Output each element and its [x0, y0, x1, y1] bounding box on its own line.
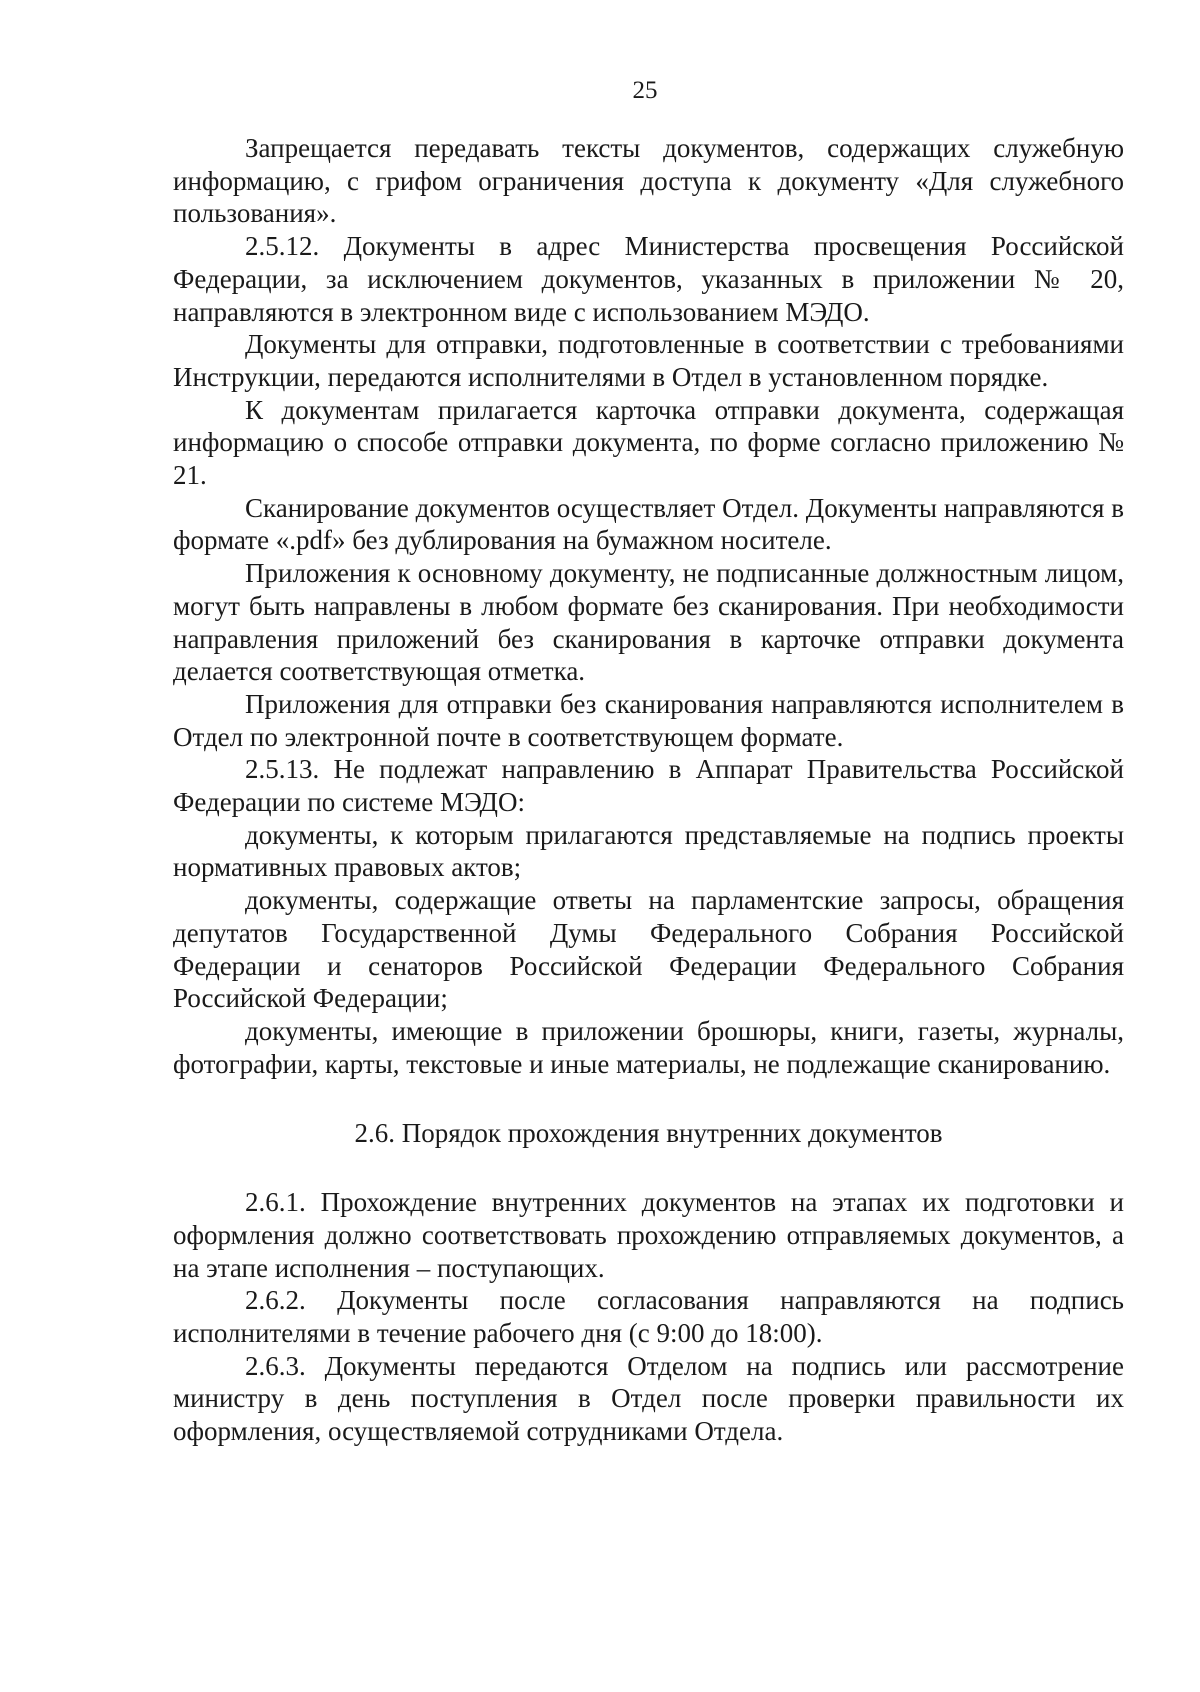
- paragraph: Документы для отправки, подготовленные в соответствии с требованиями Инструкции, передаются исполнителями в Отдел в установленном порядке.: [173, 329, 1124, 392]
- paragraph: Сканирование документов осуществляет Отдел. Документы направляются в формате «.pdf» без дублирования на бумажном носителе.: [173, 492, 1124, 556]
- paragraph: документы, к которым прилагаются представляемые на подпись проекты нормативных правовых актов;: [173, 819, 1124, 883]
- paragraph: документы, имеющие в приложении брошюры, книги, газеты, журналы, фотографии, карты, текстовые и иные материалы, не подлежащие сканированию.: [173, 1015, 1124, 1079]
- paragraph: Приложения к основному документу, не подписанные должностным лицом, могут быть направлены в любом формате без сканирования. При необходимости направления приложений без сканирования в карточке отправки документа делается соответствующая отметка.: [173, 558, 1124, 687]
- document-body: [173, 132, 1124, 1448]
- paragraph: 2.6.3. Документы передаются Отделом на подпись или рассмотрение министру в день поступления в Отдел после проверки правильности их оформления, осуществляемой сотрудниками Отдела.: [173, 1350, 1124, 1447]
- paragraph: Приложения для отправки без сканирования направляются исполнителем в Отдел по электронной почте в соответствующем формате.: [173, 688, 1124, 752]
- paragraph: 2.6.1. Прохождение внутренних документов на этапах их подготовки и оформления должно соответствовать прохождению отправляемых документов, а на этапе исполнения – поступающих.: [173, 1187, 1124, 1283]
- paragraph: 2.6.2. Документы после согласования направляются на подпись исполнителями в течение рабочего дня (с 9:00 до 18:00).: [173, 1285, 1124, 1348]
- section-heading: 2.6. Порядок прохождения внутренних документов: [354, 1118, 943, 1149]
- page-number: 25: [632, 77, 658, 104]
- paragraph: 2.5.13. Не подлежат направлению в Аппарат Правительства Российской Федерации по системе МЭДО:: [173, 754, 1124, 818]
- paragraph: К документам прилагается карточка отправки документа, содержащая информацию о способе отправки документа, по форме согласно приложению № 21.: [173, 394, 1124, 491]
- paragraph: документы, содержащие ответы на парламентские запросы, обращения депутатов Государственной Думы Федерального Собрания Российской Федерации и сенаторов Российской Федерации Федерального Собрания Российской Федерации;: [173, 885, 1124, 1014]
- paragraph: Запрещается передавать тексты документов, содержащих служебную информацию, с грифом ограничения доступа к документу «Для служебного пользования».: [173, 133, 1124, 229]
- paragraph: 2.5.12. Документы в адрес Министерства просвещения Российской Федерации, за исключением документов, указанных в приложении № 20, направляются в электронном виде с использованием МЭДО.: [173, 231, 1124, 327]
